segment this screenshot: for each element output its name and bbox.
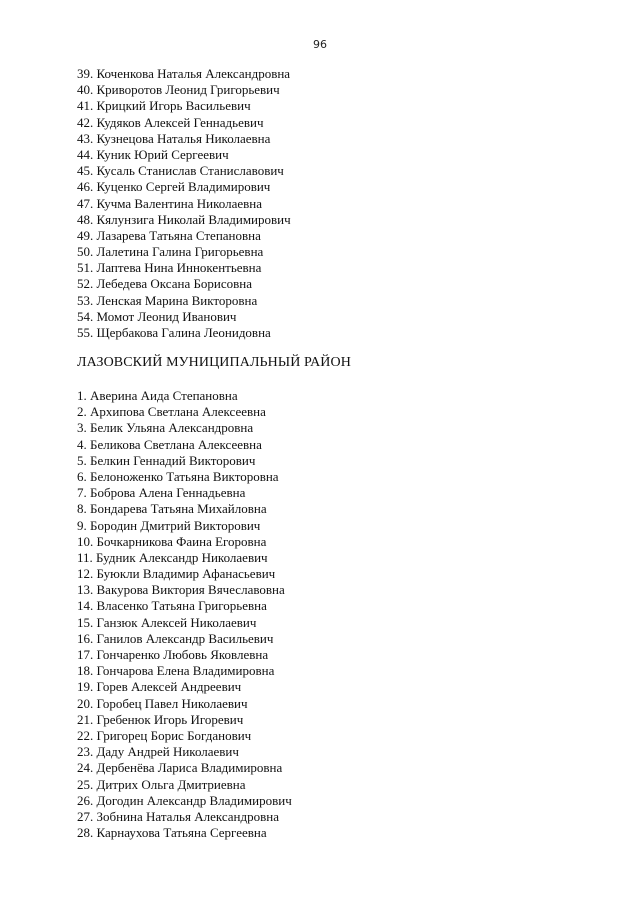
list-item: 49. Лазарева Татьяна Степановна (77, 227, 261, 243)
continued-name-list (77, 66, 291, 341)
list-item: 48. Кялунзига Николай Владимирович (77, 211, 291, 227)
list-item: 40. Криворотов Леонид Григорьевич (77, 82, 280, 98)
list-item: 12. Буюкли Владимир Афанасьевич (77, 566, 276, 582)
list-item: 20. Горобец Павел Николаевич (77, 695, 248, 711)
list-item: 1. Аверина Аида Степановна (77, 388, 238, 403)
section-heading: ЛАЗОВСКИЙ МУНИЦИПАЛЬНЫЙ РАЙОН (77, 355, 351, 370)
list-item: 18. Гончарова Елена Владимировна (77, 663, 275, 679)
page-number: 96 (313, 38, 327, 51)
list-item: 28. Карнаухова Татьяна Сергеевна (77, 825, 267, 841)
list-item: 5. Белкин Геннадий Викторович (77, 452, 256, 468)
list-item: 3. Белик Ульяна Александровна (77, 420, 254, 436)
list-item: 23. Даду Андрей Николаевич (77, 744, 239, 760)
list-item: 46. Куценко Сергей Владимирович (77, 179, 271, 195)
list-item: 17. Гончаренко Любовь Яковлевна (77, 647, 269, 662)
list-item: 27. Зобнина Наталья Александровна (77, 808, 279, 824)
list-item: 2. Архипова Светлана Алексеевна (77, 404, 266, 420)
list-item: 50. Лалетина Галина Григорьевна (77, 244, 264, 260)
list-item: 22. Григорец Борис Богданович (77, 727, 252, 743)
list-item: 11. Будник Александр Николаевич (77, 549, 268, 565)
list-item: 51. Лаптева Нина Иннокентьевна (77, 260, 262, 276)
list-item: 21. Гребенюк Игорь Игоревич (77, 711, 244, 727)
list-item: 9. Бородин Дмитрий Викторович (77, 517, 261, 533)
list-item: 41. Крицкий Игорь Васильевич (77, 98, 251, 114)
list-item: 16. Ганилов Александр Васильевич (77, 630, 274, 646)
list-item: 4. Беликова Светлана Алексеевна (77, 436, 262, 452)
list-item: 25. Дитрих Ольга Дмитриевна (77, 776, 246, 792)
list-item: 52. Лебедева Оксана Борисовна (77, 276, 253, 292)
list-item: 6. Белоноженко Татьяна Викторовна (77, 468, 279, 484)
list-item: 24. Дербенёва Лариса Владимировна (77, 760, 283, 776)
list-item: 14. Власенко Татьяна Григорьевна (77, 598, 267, 614)
list-item: 47. Кучма Валентина Николаевна (77, 195, 262, 211)
list-item: 54. Момот Леонид Иванович (77, 308, 237, 324)
list-item: 55. Щербакова Галина Леонидовна (77, 325, 271, 340)
list-item: 13. Вакурова Виктория Вячеславовна (77, 582, 285, 598)
list-item: 45. Кусаль Станислав Станиславович (77, 163, 284, 179)
list-item: 39. Коченкова Наталья Александровна (77, 66, 291, 81)
list-item: 26. Догодин Александр Владимирович (77, 792, 292, 808)
list-item: 42. Кудяков Алексей Геннадьевич (77, 114, 264, 130)
list-item: 19. Горев Алексей Андреевич (77, 679, 242, 695)
list-item: 8. Бондарева Татьяна Михайловна (77, 501, 267, 517)
list-item: 43. Кузнецова Наталья Николаевна (77, 130, 271, 146)
list-item: 53. Ленская Марина Викторовна (77, 292, 258, 308)
section-name-list (77, 388, 292, 841)
list-item: 7. Боброва Алена Геннадьевна (77, 485, 246, 501)
list-item: 10. Бочкарникова Фаина Егоровна (77, 533, 267, 549)
list-item: 15. Ганзюк Алексей Николаевич (77, 614, 257, 630)
list-item: 44. Куник Юрий Сергеевич (77, 146, 229, 162)
